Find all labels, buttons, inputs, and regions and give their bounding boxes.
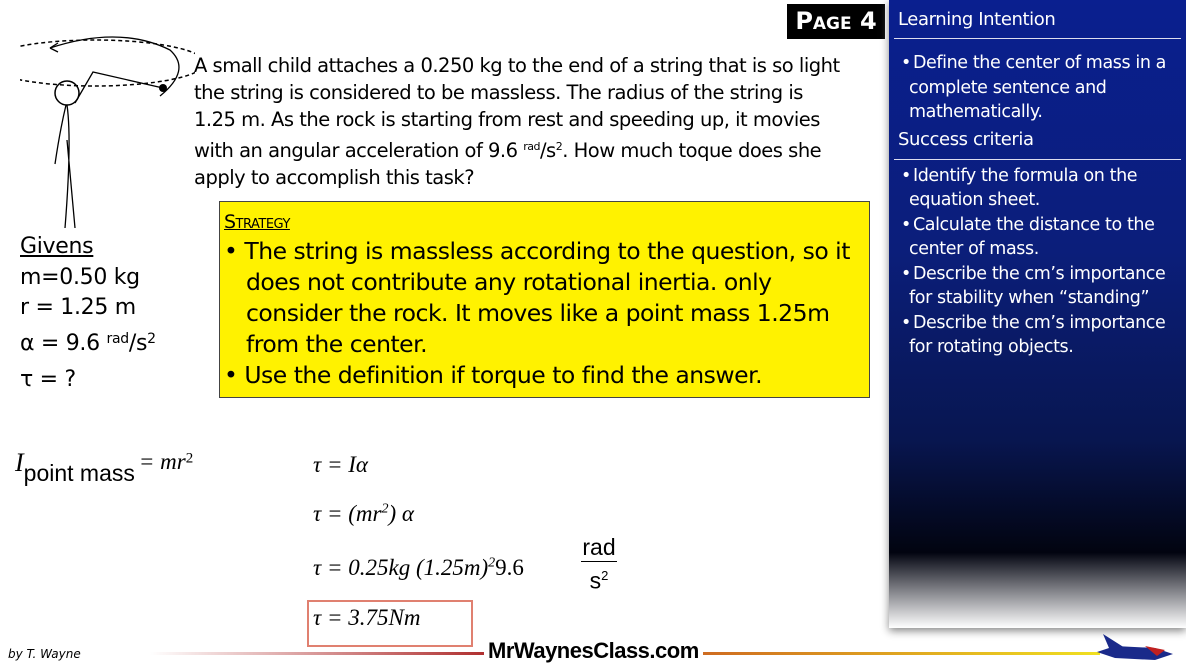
problem-line	[194, 133, 840, 164]
unit-rad: rad	[523, 140, 540, 153]
unit-s: /s	[128, 330, 148, 356]
success-item: • Identify the formula on the equation sheet.	[901, 164, 1178, 213]
problem-statement	[194, 52, 840, 191]
eq-text: s	[589, 567, 602, 594]
eq-exp: 2	[185, 450, 194, 467]
strategy-box	[219, 201, 870, 398]
givens-title: Givens	[20, 234, 94, 259]
success-criteria-title: Success criteria	[898, 128, 1034, 150]
eq-torque-substituted	[313, 501, 414, 527]
success-item: • Calculate the distance to the center of mass.	[901, 213, 1178, 262]
fraction-denominator	[581, 562, 617, 595]
success-item: • Describe the cm’s importance for stability when “standing”	[901, 262, 1178, 311]
eq-text: = mr	[138, 449, 186, 474]
author-credit: by T. Wayne	[8, 647, 81, 661]
eq-text: ) α	[388, 501, 414, 526]
unit-exp: 2	[555, 140, 563, 153]
stick-figure-swinging-rock-diagram	[20, 30, 195, 240]
eq-text: τ = 0.25kg (1.25m)	[313, 555, 489, 580]
strategy-bullet: • The string is massless according to the question, so it does not contribute any rotational inertia. only consider the rock. It moves like a point mass 1.25m from the center.	[224, 236, 869, 360]
givens	[20, 232, 156, 396]
eq-subscript: point mass	[23, 460, 135, 486]
given-radius: r = 1.25 m	[20, 295, 136, 320]
learning-item: • Define the center of mass in a complete sentence and mathematically.	[901, 51, 1178, 125]
problem-text: with an angular acceleration of 9.6	[194, 139, 524, 162]
problem-line: A small child attaches a 0.250 kg to the end of a string that is so light	[194, 54, 840, 77]
eq-text: 9.6	[495, 555, 524, 580]
success-list	[889, 160, 1186, 360]
answer: τ = 3.75Nm	[313, 605, 421, 630]
eq-torque-definition: τ = Iα	[313, 452, 368, 477]
eq-fraction	[581, 533, 617, 595]
eq-exp: 2	[488, 555, 496, 571]
page-badge: Page 4	[787, 4, 885, 39]
site-link[interactable]: MrWaynesClass.com	[484, 638, 703, 664]
eq-exp: 2	[381, 501, 389, 517]
problem-line: the string is considered to be massless. The radius of the string is	[194, 81, 803, 104]
problem-text: . How much toque does she	[562, 139, 822, 162]
problem-line: 1.25 m. As the rock is starting from rest and speeding up, it movies	[194, 108, 820, 131]
eq-text: τ = (mr	[313, 501, 382, 526]
eq-torque-values	[313, 555, 524, 581]
unit-s: /s	[539, 139, 556, 162]
strategy-title: Strategy	[224, 211, 290, 233]
learning-list	[889, 39, 1186, 125]
given-alpha	[20, 324, 156, 360]
rock	[159, 84, 167, 92]
given-torque: τ = ?	[20, 367, 76, 392]
unit-exp: 2	[147, 330, 156, 347]
success-item: • Describe the cm’s importance for rotating objects.	[901, 311, 1178, 360]
eq-text: I	[15, 448, 24, 477]
learning-intention-title: Learning Intention	[898, 9, 1056, 30]
problem-line: apply to accomplish this task?	[194, 166, 475, 189]
rocket-logo-icon	[1095, 634, 1175, 664]
given-mass: m=0.50 kg	[20, 264, 140, 290]
eq-exp: 2	[601, 568, 609, 583]
learning-panel	[889, 0, 1186, 628]
orbit-path	[20, 40, 195, 86]
strategy-bullet: • Use the definition if torque to find the answer.	[224, 360, 869, 391]
fraction-numerator: rad	[582, 534, 616, 560]
inertia-formula	[15, 448, 193, 487]
unit-rad: rad	[106, 330, 129, 347]
alpha-text: α = 9.6	[20, 330, 107, 356]
